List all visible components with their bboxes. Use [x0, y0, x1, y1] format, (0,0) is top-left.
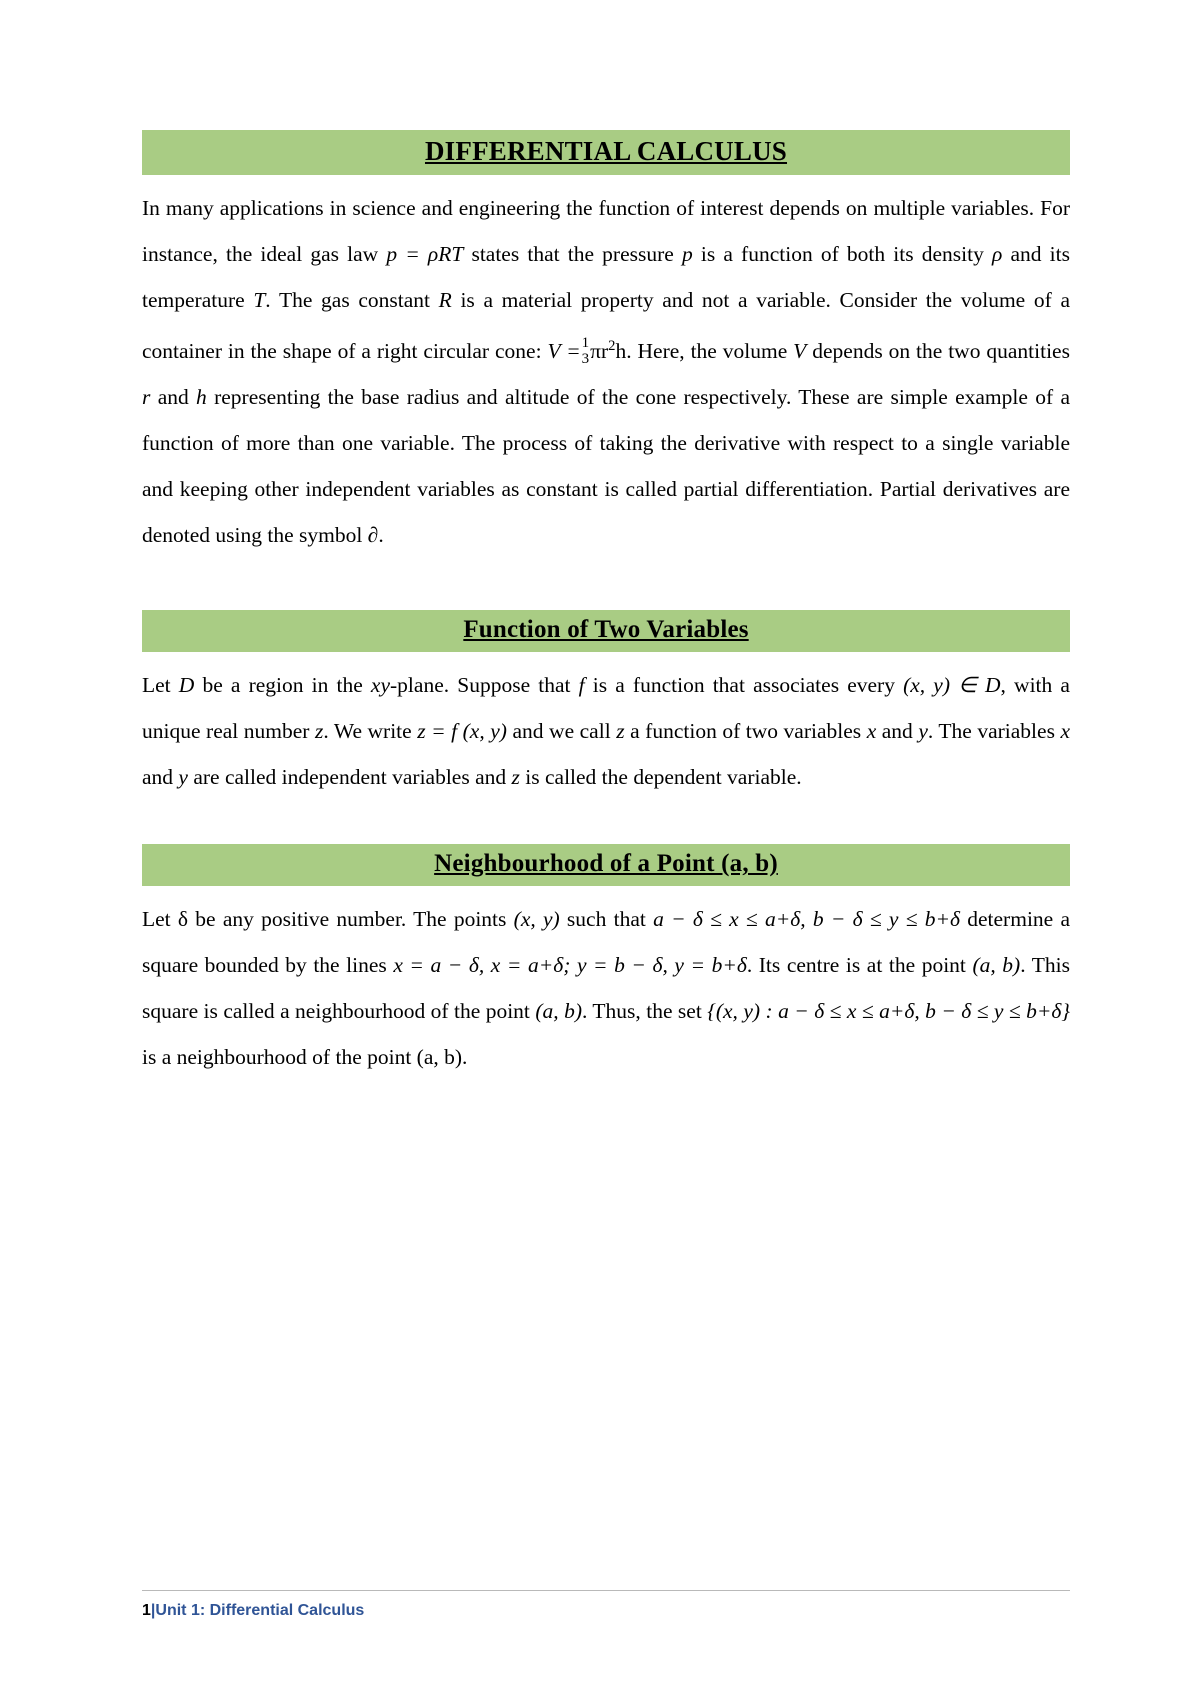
- footer-divider: [142, 1590, 1070, 1591]
- footer-separator: |: [150, 1602, 156, 1619]
- text-run: .: [378, 523, 384, 548]
- equation-cone-volume-rhs: πr: [590, 339, 609, 364]
- variable-z: z: [314, 719, 324, 744]
- text-run: be a region in the: [194, 673, 371, 698]
- variable-p: p: [681, 242, 693, 266]
- text-run: and its temperature: [142, 242, 1070, 312]
- expression-point-in-domain: (x, y) ∈ D: [903, 673, 1001, 698]
- paragraph-intro: [142, 185, 1070, 558]
- fraction-numerator: 1: [581, 335, 590, 352]
- section-heading-differential-calculus: [142, 130, 1070, 175]
- section-spacer: [142, 800, 1070, 844]
- section-title: Function of Two Variables: [463, 616, 749, 644]
- set-builder-expression: {(x, y) : a − δ ≤ x ≤ a+δ, b − δ ≤ y ≤ b+δ}: [707, 999, 1070, 1024]
- variable-y: y: [178, 765, 188, 790]
- text-run: states that the pressure: [463, 242, 682, 266]
- fraction-one-third: [582, 336, 590, 368]
- variable-rho: ρ: [992, 242, 1003, 266]
- variable-x: x: [866, 719, 877, 744]
- paragraph-neighbourhood: [142, 896, 1070, 1080]
- point-ab: (a, b): [972, 953, 1021, 978]
- variable-r: r: [142, 385, 151, 410]
- footer-text: Unit 1: Differential Calculus: [155, 1602, 365, 1619]
- text-run: determine a square bounded by the lines: [142, 907, 1070, 978]
- text-run: In many applications in science and engineering the function of interest depends on multiple variables. For instance, the ideal gas law: [142, 196, 1070, 266]
- text-run: and: [876, 719, 919, 744]
- text-run: is called the dependent variable.: [519, 765, 802, 790]
- text-run: . Its centre is at the point: [746, 953, 973, 978]
- text-run: and: [142, 765, 179, 790]
- page-footer: [142, 1602, 364, 1620]
- variable-y: y: [918, 719, 928, 744]
- text-run: are called independent variables and: [187, 765, 512, 790]
- variable-h: h: [196, 385, 207, 410]
- equation-ideal-gas-law: p = ρRT: [386, 242, 464, 266]
- text-run: Here, the volume: [631, 339, 794, 364]
- text-run: a function of two variables: [624, 719, 867, 744]
- text-run: is a material property and not a variable. Consider the volume of a container in the shape of a right circular cone:: [142, 288, 1070, 364]
- variable-xy: xy: [370, 673, 391, 698]
- equation-cone-volume-h: h.: [615, 339, 632, 364]
- section-heading-function-of-two-variables: [142, 610, 1070, 652]
- variable-V: V: [793, 339, 807, 364]
- equation-z-equals-f-xy: z = f (x, y): [417, 719, 507, 744]
- variable-D: D: [178, 673, 195, 698]
- exponent-two: 2: [608, 338, 616, 354]
- section-spacer: [142, 558, 1070, 610]
- fraction-denominator: 3: [581, 351, 590, 368]
- text-run: Let δ be any positive number. The points: [142, 907, 514, 932]
- text-run: is a function of both its density: [692, 242, 993, 266]
- variable-R: R: [438, 288, 452, 312]
- text-run: and: [150, 385, 197, 410]
- text-run: representing the base radius and altitude of the cone respectively. These are simple example of a function of more than one variable. The process of taking the derivative with respect to a single variable and keeping other independent variables as constant is called partial differentiation. Partial derivatives are denoted using the symbol: [142, 385, 1070, 548]
- bounding-lines-equations: x = a − δ, x = a+δ; y = b − δ, y = b+δ: [393, 953, 747, 978]
- symbol-partial-derivative: ∂: [367, 523, 379, 548]
- variable-T: T: [253, 288, 266, 312]
- section-heading-neighbourhood-of-a-point: [142, 844, 1070, 886]
- text-run: . We write: [323, 719, 418, 744]
- text-run: is a neighbourhood of the point (a, b).: [142, 1045, 468, 1070]
- variable-z: z: [511, 765, 520, 790]
- point-xy: (x, y): [513, 907, 560, 932]
- variable-f: f: [578, 673, 585, 698]
- text-run: such that: [559, 907, 654, 932]
- paragraph-function-of-two-variables: [142, 662, 1070, 800]
- text-run: . The gas constant: [265, 288, 439, 312]
- inequality-bounds: a − δ ≤ x ≤ a+δ, b − δ ≤ y ≤ b+δ: [653, 907, 960, 932]
- text-run: -plane. Suppose that: [390, 673, 579, 698]
- text-run: is a function that associates every: [584, 673, 904, 698]
- text-run: . This square is called a neighbourhood of the point: [142, 953, 1071, 1024]
- text-run: and we call: [506, 719, 617, 744]
- variable-z: z: [616, 719, 625, 744]
- text-run: Let: [142, 673, 179, 698]
- text-run: . The variables: [927, 719, 1061, 744]
- text-run: . Thus, the set: [581, 999, 708, 1024]
- page-title: DIFFERENTIAL CALCULUS: [424, 136, 788, 166]
- text-run: depends on the two quantities: [806, 339, 1070, 364]
- footer-page-number: 1: [142, 1602, 151, 1619]
- equation-cone-volume-lhs: V =: [547, 339, 581, 364]
- section-title: Neighbourhood of a Point (a, b): [434, 850, 778, 878]
- point-ab: (a, b): [535, 999, 582, 1024]
- text-run: , with a unique real number: [142, 673, 1070, 744]
- variable-x: x: [1060, 719, 1071, 744]
